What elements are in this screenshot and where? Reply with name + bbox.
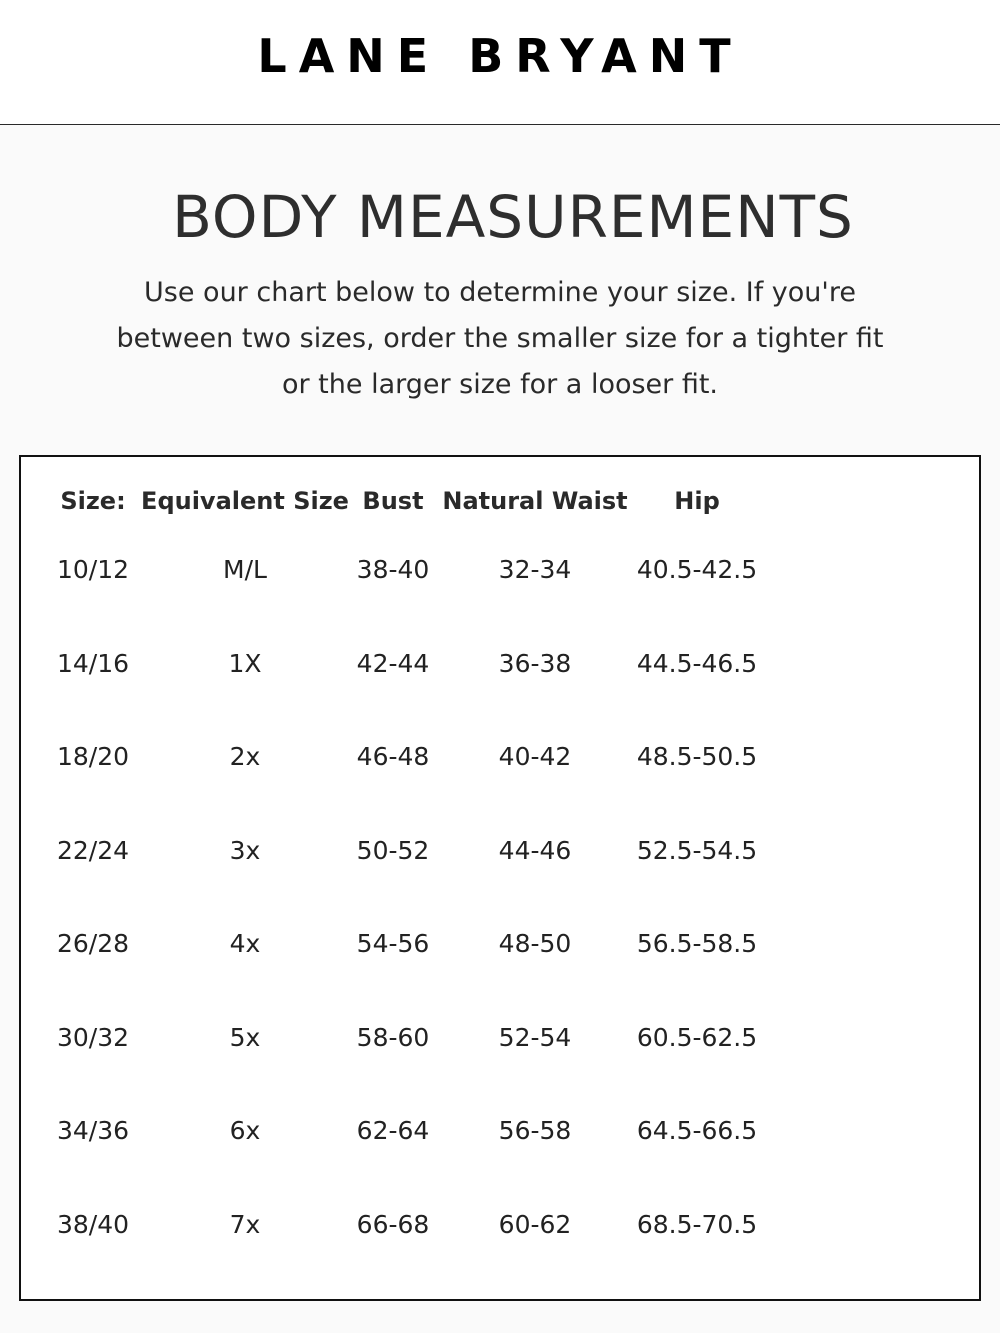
table-cell-natural-waist: 48-50 bbox=[498, 929, 572, 958]
table-cell-natural-waist: 44-46 bbox=[498, 835, 572, 865]
table-cell-bust: 42-44 bbox=[356, 648, 430, 678]
column-header-size: Size: bbox=[60, 487, 126, 515]
table-cell-bust: 58-60 bbox=[356, 1022, 430, 1052]
table-cell-bust: 38-40 bbox=[356, 555, 430, 584]
brand-logo[interactable]: LANE BRYANT bbox=[257, 29, 743, 83]
table-cell-hip: 60.5-62.5 bbox=[636, 1022, 758, 1052]
table-cell-natural-waist: 60-62 bbox=[498, 1209, 572, 1239]
table-cell-equivalent-size: 6x bbox=[229, 1116, 261, 1145]
table-cell-natural-waist: 32-34 bbox=[498, 555, 572, 584]
table-cell-bust: 66-68 bbox=[356, 1209, 430, 1239]
table-cell-natural-waist: 52-54 bbox=[498, 1022, 572, 1052]
table-cell-hip: 56.5-58.5 bbox=[636, 929, 758, 958]
intro-text: Use our chart below to determine your size. If you're between two sizes, order the smaller size for a tighter fit or the larger size for a looser fit. bbox=[116, 277, 884, 400]
table-cell-size: 22/24 bbox=[56, 835, 130, 865]
table-cell-natural-waist: 36-38 bbox=[498, 648, 572, 678]
table-cell-bust: 62-64 bbox=[356, 1116, 430, 1145]
table-cell-equivalent-size: 7x bbox=[229, 1209, 261, 1239]
table-cell-equivalent-size: 3x bbox=[229, 835, 261, 865]
column-header-equivalent-size: Equivalent Size bbox=[141, 487, 349, 515]
table-cell-equivalent-size: 1X bbox=[228, 648, 262, 678]
page-title: BODY MEASUREMENTS bbox=[172, 183, 854, 251]
table-cell-size: 26/28 bbox=[56, 929, 130, 958]
table-cell-bust: 54-56 bbox=[356, 929, 430, 958]
column-header-hip: Hip bbox=[674, 487, 720, 515]
column-header-bust: Bust bbox=[362, 487, 424, 515]
table-cell-natural-waist: 40-42 bbox=[498, 742, 572, 771]
table-cell-size: 10/12 bbox=[56, 555, 130, 584]
table-cell-equivalent-size: 5x bbox=[229, 1022, 261, 1052]
table-cell-size: 18/20 bbox=[56, 742, 130, 771]
table-cell-hip: 68.5-70.5 bbox=[636, 1209, 758, 1239]
table-cell-hip: 64.5-66.5 bbox=[636, 1116, 758, 1145]
table-cell-equivalent-size: M/L bbox=[223, 555, 267, 584]
table-cell-equivalent-size: 2x bbox=[229, 742, 261, 771]
table-cell-size: 30/32 bbox=[56, 1022, 130, 1052]
table-cell-size: 34/36 bbox=[56, 1116, 130, 1145]
table-cell-size: 14/16 bbox=[56, 648, 130, 678]
table-cell-size: 38/40 bbox=[56, 1209, 130, 1239]
table-cell-bust: 50-52 bbox=[356, 835, 430, 865]
table-cell-hip: 40.5-42.5 bbox=[636, 555, 758, 584]
table-cell-hip: 44.5-46.5 bbox=[636, 648, 758, 678]
header-bar bbox=[0, 0, 1000, 125]
table-cell-hip: 48.5-50.5 bbox=[636, 742, 758, 771]
table-cell-equivalent-size: 4x bbox=[229, 929, 261, 958]
table-cell-hip: 52.5-54.5 bbox=[636, 835, 758, 865]
table-cell-natural-waist: 56-58 bbox=[498, 1116, 572, 1145]
table-cell-bust: 46-48 bbox=[356, 742, 430, 771]
column-header-natural-waist: Natural Waist bbox=[442, 487, 628, 515]
size-chart-table bbox=[19, 455, 981, 1301]
